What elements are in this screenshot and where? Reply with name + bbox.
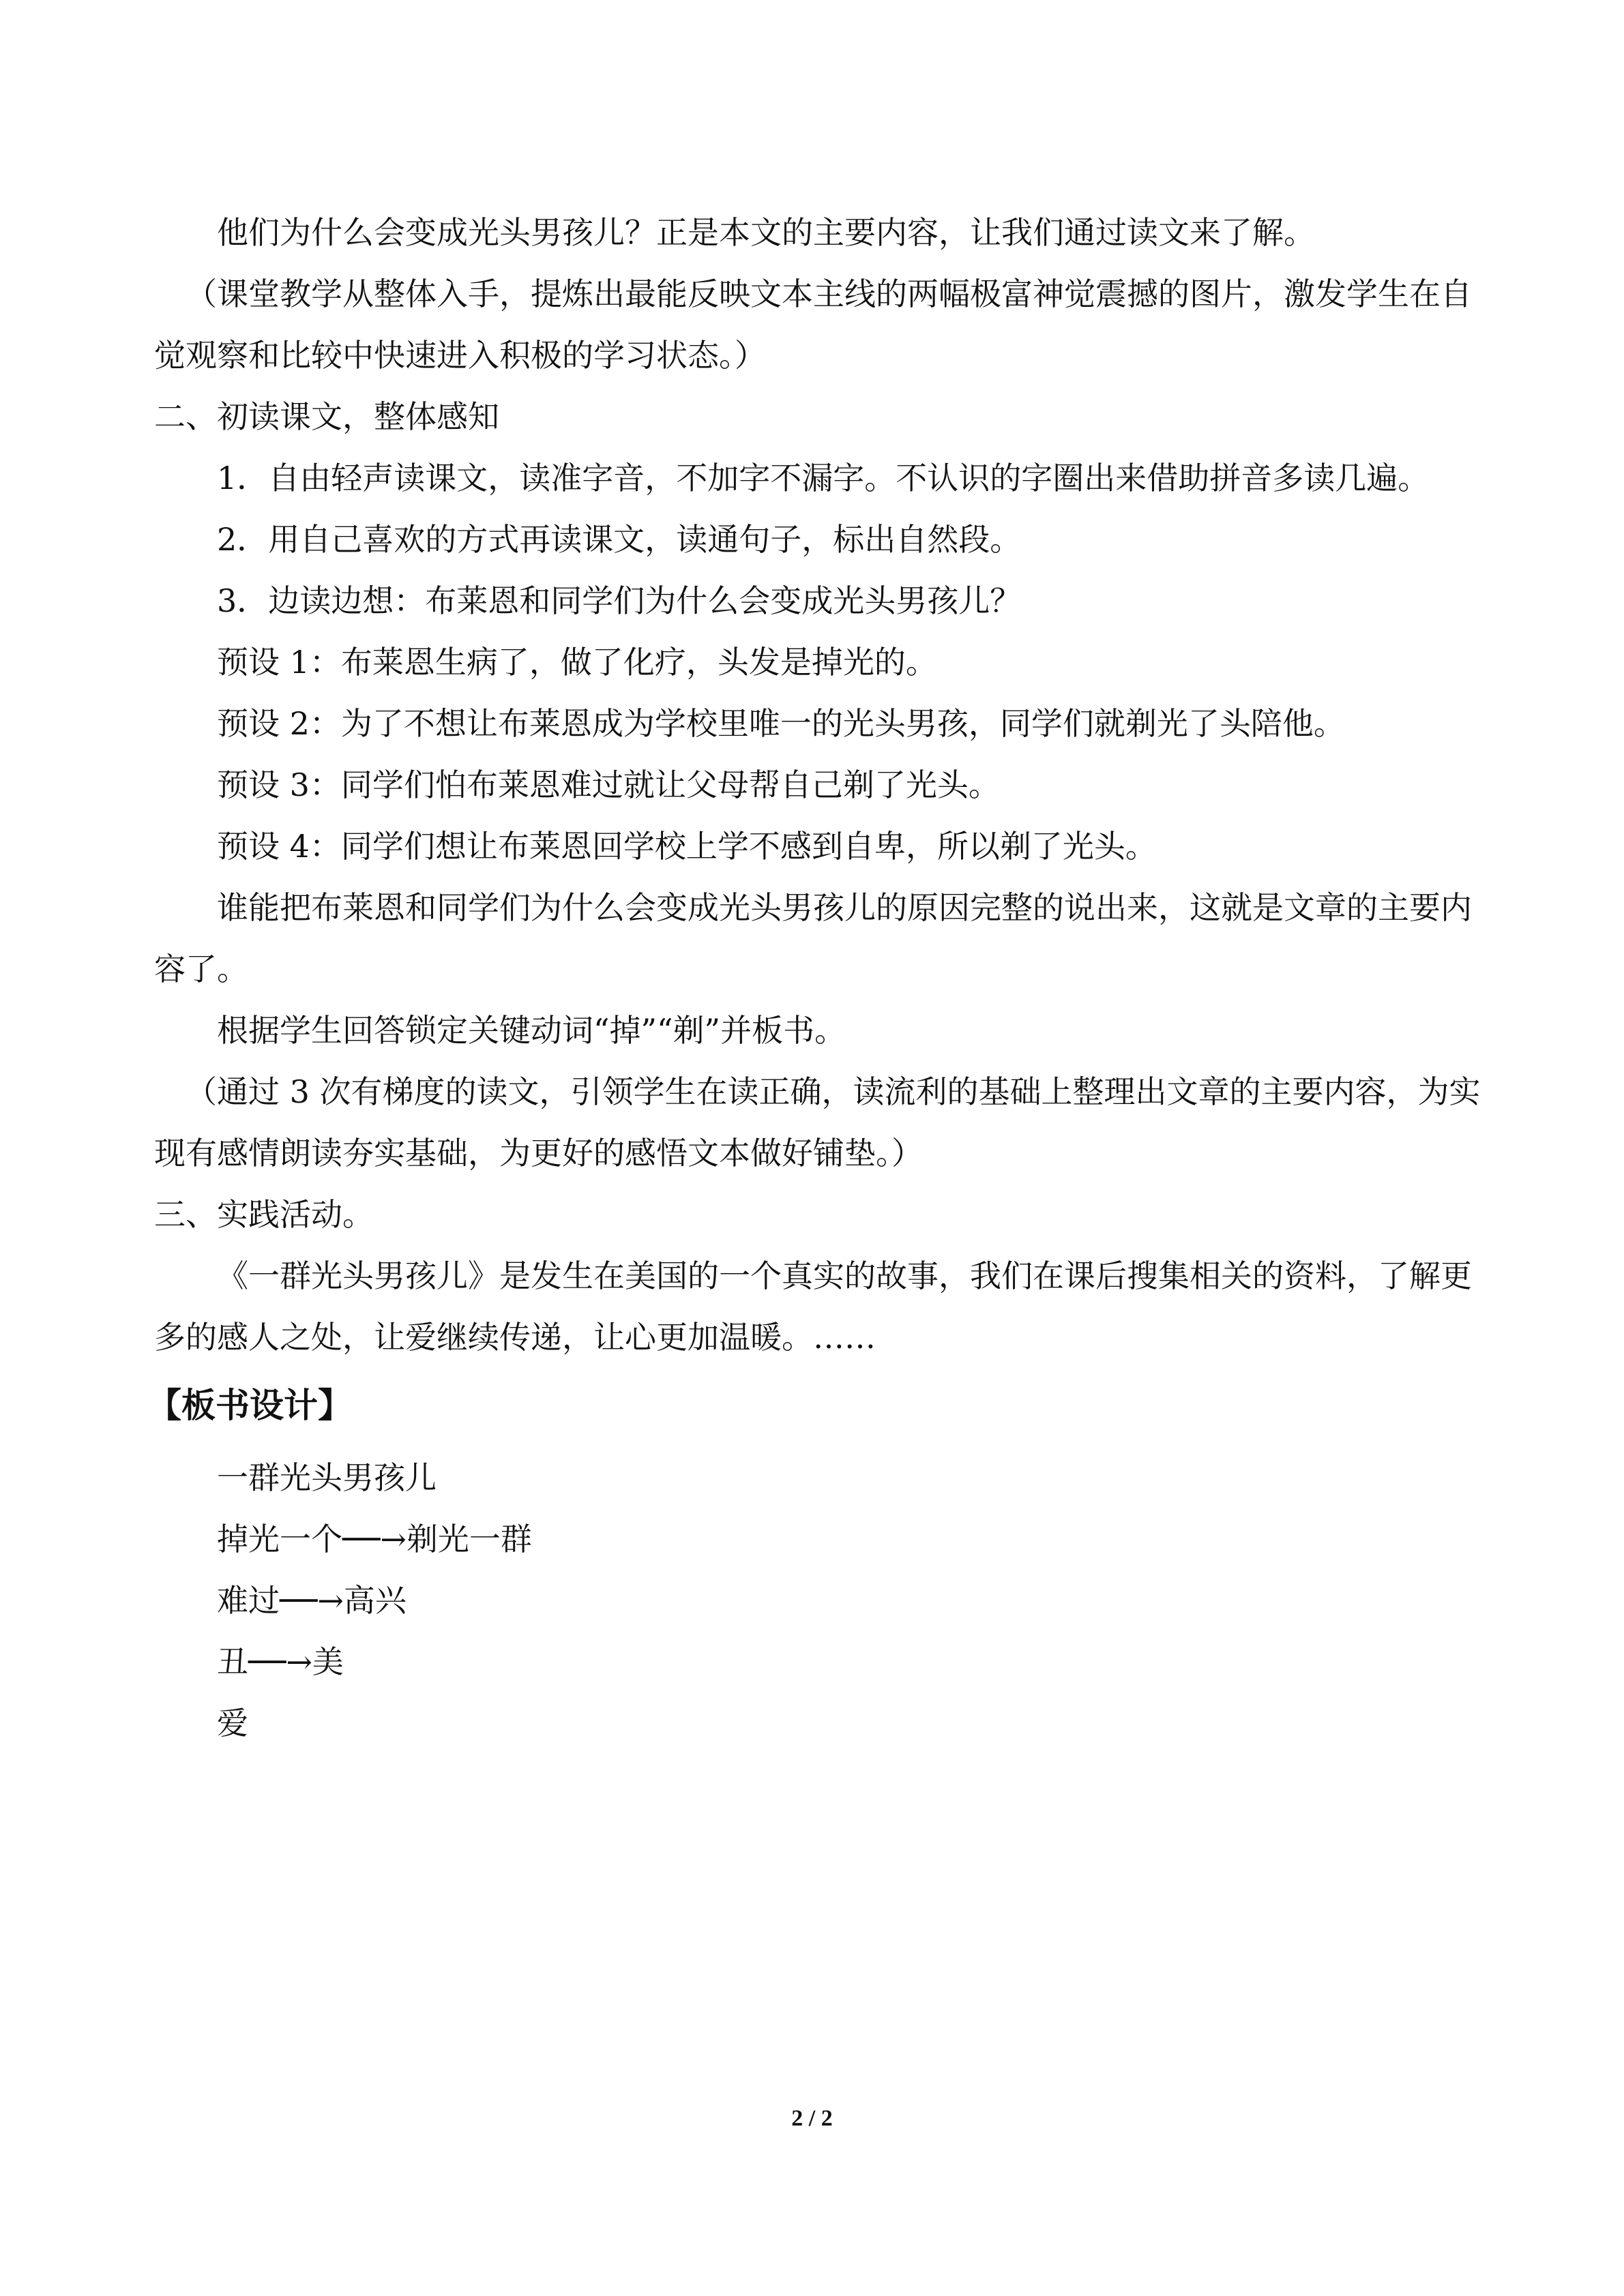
paragraph-teaching-note-1: （课堂教学从整体入手，提炼出最能反映文本主线的两幅极富神觉震撼的图片，激发学生在自觉观察和比较中快速进入积极的学习状态。） — [154, 275, 1472, 374]
board-line-2: 难过──→高兴 — [217, 1582, 407, 1619]
list-item-step-2: 2．用自己喜欢的方式再读课文，读通句子，标出自然段。 — [217, 521, 1022, 558]
board-line-1: 掉光一个──→剃光一群 — [217, 1521, 532, 1557]
list-item-step-1: 1．自由轻声读课文，读准字音，不加字不漏字。不认识的字圈出来借助拼音多读几遍。 — [217, 460, 1430, 496]
paragraph-intro: 他们为什么会变成光头男孩儿？正是本文的主要内容，让我们通过读文来了解。 — [217, 214, 1315, 251]
board-line-4: 爱 — [217, 1705, 248, 1742]
paragraph-summary-question: 谁能把布莱恩和同学们为什么会变成光头男孩儿的原因完整的说出来，这就是文章的主要内容了。 — [154, 889, 1472, 987]
document-body — [147, 202, 1491, 1754]
list-item-step-3: 3．边读边想：布莱恩和同学们为什么会变成光头男孩儿？ — [217, 582, 1022, 619]
paragraph-keywords: 根据学生回答锁定关键动词“掉”“剃”并板书。 — [217, 1012, 846, 1049]
paragraph-practice: 《一群光头男孩儿》是发生在美国的一个真实的故事，我们在课后搜集相关的资料，了解更多的感人之处，让爱继续传递，让心更加温暖。…… — [154, 1257, 1472, 1356]
paragraph-teaching-note-2: （通过 3 次有梯度的读文，引领学生在读正确，读流利的基础上整理出文章的主要内容，为实现有感情朗读夯实基础，为更好的感悟文本做好铺垫。） — [154, 1073, 1481, 1172]
section-title-first-reading: 二、初读课文，整体感知 — [154, 398, 499, 435]
board-line-3: 丑──→美 — [217, 1643, 344, 1680]
board-design-heading: 【板书设计】 — [147, 1386, 352, 1425]
preset-answer-2: 预设 2：为了不想让布莱恩成为学校里唯一的光头男孩，同学们就剃光了头陪他。 — [217, 705, 1345, 742]
section-title-practice: 三、实践活动。 — [154, 1196, 374, 1233]
preset-answer-3: 预设 3：同学们怕布莱恩难过就让父母帮自己剃了光头。 — [217, 766, 1000, 803]
board-design — [154, 1447, 1491, 1754]
preset-answer-4: 预设 4：同学们想让布莱恩回学校上学不感到自卑，所以剃了光头。 — [217, 828, 1157, 865]
board-line-title: 一群光头男孩儿 — [217, 1459, 437, 1496]
preset-answer-1: 预设 1：布莱恩生病了，做了化疗，头发是掉光的。 — [217, 644, 937, 681]
page-number: 2 / 2 — [791, 2106, 833, 2131]
